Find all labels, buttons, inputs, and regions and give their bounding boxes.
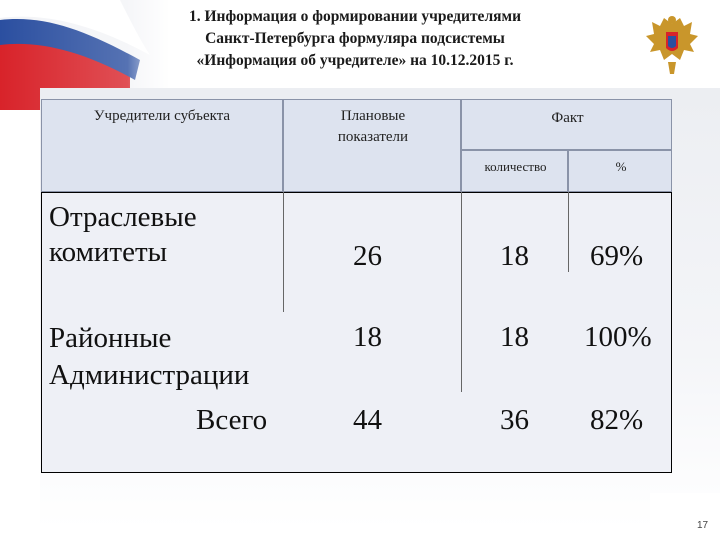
page-number: 17 [697,520,709,531]
row-plan-committees: 26 [353,240,382,272]
title-line-2: Санкт-Петербурга формуляра подсистемы [205,30,505,47]
header-count-label: количество [484,159,547,174]
header-cell-percent [568,150,672,192]
row-count-administrations: 18 [500,321,529,353]
row-percent-total: 82% [590,404,644,436]
header-percent-label: % [615,159,627,174]
column-divider [461,192,462,392]
row-percent-administrations: 100% [584,321,652,353]
row-label-administrations: Районные Администрации [49,322,250,391]
slide-title [120,6,590,72]
header-cell-fact [461,99,672,150]
header-cell-founders [41,99,283,192]
header-fact-label: Факт [551,110,584,126]
row-plan-administrations: 18 [353,321,382,353]
emblem-icon [644,14,700,78]
row-percent-committees: 69% [590,240,644,272]
header-plan-label: Плановые показатели [337,108,409,145]
header-founders-label: Учредители субъекта [93,108,231,124]
column-divider [568,192,569,272]
row-count-total: 36 [500,404,529,436]
footer-strip [650,493,720,533]
header-cell-plan [283,99,461,192]
title-line-3: «Информация об учредителе» на 10.12.2015 г. [196,52,514,69]
title-line-1: 1. Информация о формировании учредителями [188,8,522,25]
row-plan-total: 44 [353,404,382,436]
row-label-committees: Отраслевые комитеты [49,201,197,268]
row-label-total: Всего [196,404,268,436]
row-count-committees: 18 [500,240,529,272]
header-cell-count [461,150,568,192]
column-divider [283,192,284,312]
